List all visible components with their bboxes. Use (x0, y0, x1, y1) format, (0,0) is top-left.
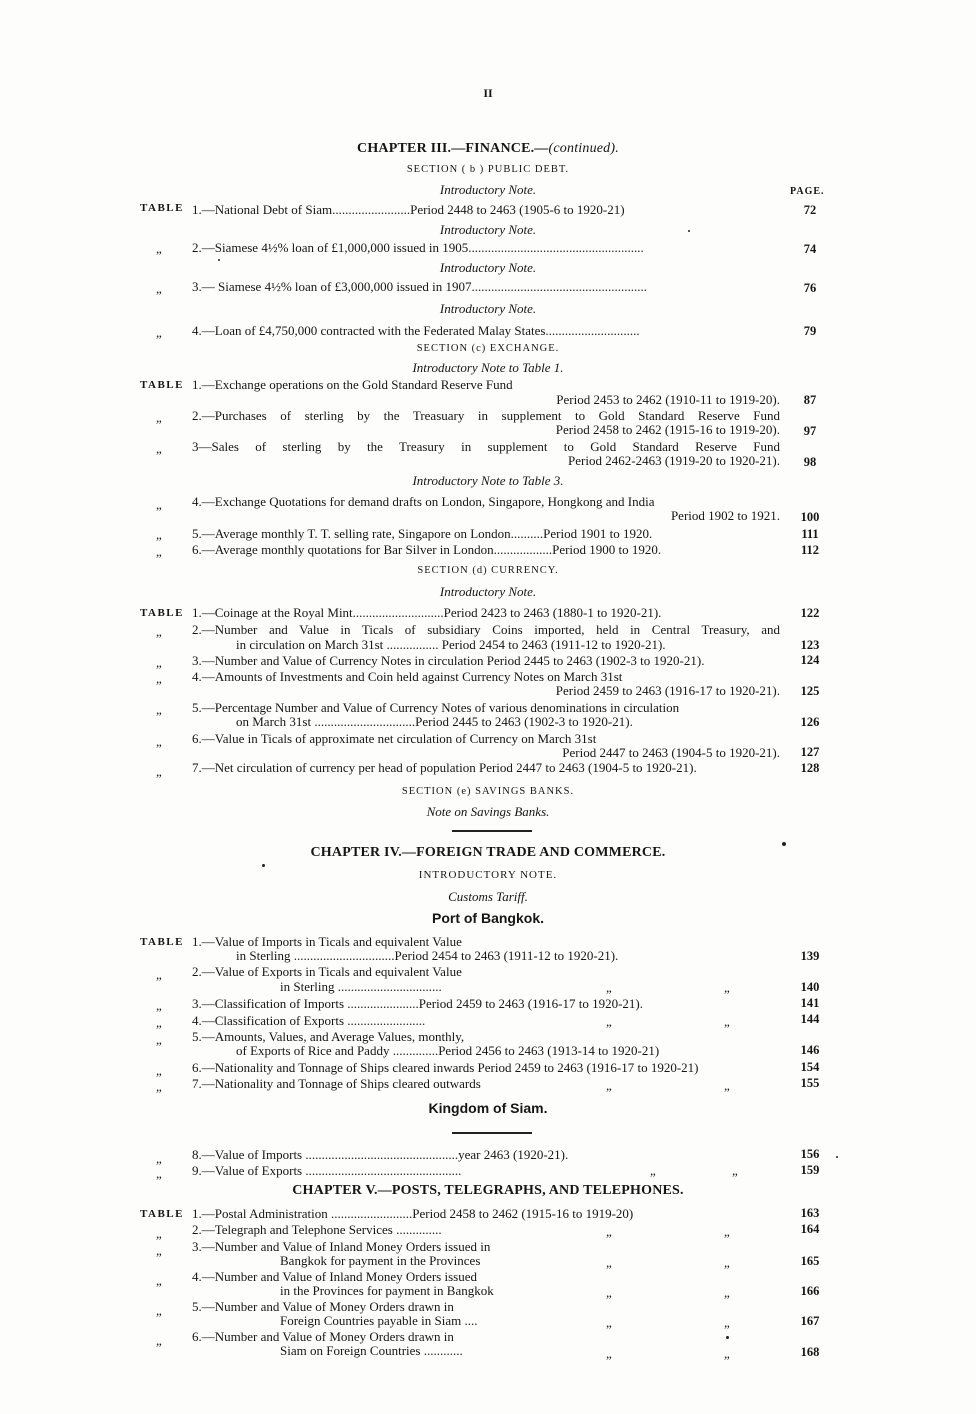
kingdom-of-siam-heading: Kingdom of Siam. (428, 1100, 548, 1116)
entry-line-period: Period 2458 to 2462 (1915-16 to 1919-20). (555, 422, 780, 437)
entry-line: 6.—Number and Value of Money Orders drawn in (192, 1329, 454, 1344)
customs-tariff: Customs Tariff. (448, 889, 528, 904)
entry-line: 6.—Value in Ticals of approximate net circulation of Currency on March 31st (192, 731, 597, 746)
section-e-heading: SECTION (e) SAVINGS BANKS. (401, 786, 575, 797)
ditto-mark: „ (156, 1226, 162, 1241)
savings-banks-note: Note on Savings Banks. (426, 804, 550, 819)
ditto-mark: „ (650, 1163, 656, 1178)
ditto-mark: „ (156, 1243, 162, 1258)
chapter-4-title: CHAPTER IV.—FOREIGN TRADE AND COMMERCE. (310, 845, 666, 860)
ditto-mark: „ (724, 1255, 730, 1270)
ditto-mark: „ (724, 1014, 730, 1029)
ditto-mark: „ (606, 1014, 612, 1029)
scan-speck (262, 864, 265, 867)
entry-page: 164 (800, 1222, 820, 1236)
scan-speck (218, 259, 220, 261)
entry-line: in Sterling ................................ (280, 979, 442, 994)
section-b-intro-note: Introductory Note. (439, 182, 537, 197)
ditto-mark: „ (606, 1224, 612, 1239)
ditto-mark: „ (156, 527, 162, 542)
ditto-mark: „ (156, 734, 162, 749)
entry-line: 7.—Net circulation of currency per head of population Period 2447 to 2463 (1904-5 to 1920-21). (192, 760, 697, 775)
scan-speck (688, 230, 690, 232)
entry-page: 122 (800, 606, 820, 620)
ditto-mark: „ (156, 655, 162, 670)
ditto-mark: „ (606, 1078, 612, 1093)
entry-line-period: Period 1902 to 1921. (670, 508, 780, 523)
ditto-mark: „ (156, 241, 162, 256)
entry-page: 156 (800, 1147, 820, 1161)
entry-line: 4.—Exchange Quotations for demand drafts on London, Singapore, Hongkong and India (192, 494, 655, 509)
entry-line: 3.—Number and Value of Currency Notes in circulation Period 2445 to 2463 (1902-3 to 1920-21). (192, 653, 705, 668)
ditto-mark: „ (724, 980, 730, 995)
entry-line: 5.—Percentage Number and Value of Currency Notes of various denominations in circulation (192, 700, 680, 715)
entry-page: 111 (801, 527, 819, 541)
ditto-mark: „ (156, 281, 162, 296)
entry-line: 3—Sales of sterling by the Treasury in supplement to Gold Standard Reserve Fund (192, 439, 780, 454)
entry-page: 100 (800, 510, 820, 524)
ditto-mark: „ (156, 764, 162, 779)
entry-page: 127 (800, 745, 820, 759)
entry-line: 2.—Number and Value in Ticals of subsidiary Coins imported, held in Central Treasury, and (192, 622, 780, 637)
table-label: TABLE (140, 936, 184, 948)
ditto-mark: „ (606, 1285, 612, 1300)
entry-line: on March 31st ...............................Period 2445 to 2463 (1902-3 to 1920-21). (236, 714, 633, 729)
entry-line: 2.—Purchases of sterling by the Treasuary in supplement to Gold Standard Reserve Fund (192, 408, 780, 423)
entry-line: Bangkok for payment in the Provinces (280, 1253, 481, 1268)
entry-page: 124 (800, 653, 820, 667)
entry-page: 97 (803, 424, 817, 438)
ditto-mark: „ (156, 497, 162, 512)
entry-page: 79 (803, 324, 817, 338)
entry-line: Foreign Countries payable in Siam .... (280, 1313, 478, 1328)
entry-page: 125 (800, 684, 820, 698)
entry-page: 166 (800, 1284, 820, 1298)
entry-page: 159 (800, 1163, 820, 1177)
port-of-bangkok-heading: Port of Bangkok. (431, 910, 544, 926)
entry-page: 146 (800, 1043, 820, 1057)
entry-page: 126 (800, 715, 820, 729)
entry-page: 72 (803, 203, 817, 217)
chapter-4-intro-note: INTRODUCTORY NOTE. (418, 869, 558, 881)
entry-line: 4.—Classification of Exports ........................ (192, 1013, 426, 1028)
entry-line: 9.—Value of Exports ................................................ (192, 1163, 462, 1178)
section-b-heading: SECTION ( b ) PUBLIC DEBT. (406, 164, 570, 175)
section-c-heading: SECTION (c) EXCHANGE. (416, 343, 560, 354)
entry-line: 4.—Number and Value of Inland Money Orders issued (192, 1269, 477, 1284)
section-d-intro-note: Introductory Note. (439, 584, 537, 599)
ditto-mark: „ (156, 325, 162, 340)
entry-page: 87 (803, 393, 817, 407)
entry-page: 123 (800, 638, 820, 652)
entry-line: 6.—Average monthly quotations for Bar Silver in London..................Period 1900 to 1920. (192, 542, 662, 557)
ditto-mark: „ (606, 980, 612, 995)
ditto-mark: „ (606, 1255, 612, 1270)
entry-line: 4.—Amounts of Investments and Coin held against Currency Notes on March 31st (192, 669, 623, 684)
ditto-mark: „ (606, 1315, 612, 1330)
ditto-mark: „ (156, 1032, 162, 1047)
ditto-mark: „ (724, 1315, 730, 1330)
ditto-mark: „ (156, 1166, 162, 1181)
entry-page: 74 (803, 242, 817, 256)
entry-page: 144 (800, 1012, 820, 1026)
entry-line: 1.—Postal Administration .........................Period 2458 to 2462 (1915-16 to 1919-20) (192, 1206, 634, 1221)
entry-line-period: Period 2462-2463 (1919-20 to 1920-21). (568, 453, 780, 468)
ditto-mark: „ (156, 544, 162, 559)
entry-line: 3.— Siamese 4½% loan of £3,000,000 issued in 1907...................................................... (192, 279, 647, 294)
ditto-mark: „ (156, 1079, 162, 1094)
entry-line: 6.—Nationality and Tonnage of Ships cleared inwards Period 2459 to 2463 (1916-17 to 1920-21) (192, 1060, 699, 1075)
entry-line: 7.—Nationality and Tonnage of Ships cleared outwards (192, 1076, 481, 1091)
divider-rule (452, 1132, 532, 1134)
entry-line: 4.—Loan of £4,750,000 contracted with the Federated Malay States............................. (192, 323, 640, 338)
entry-line: 1.—Exchange operations on the Gold Standard Reserve Fund (192, 377, 513, 392)
entry-page: 165 (800, 1254, 820, 1268)
entry-line: 3.—Classification of Imports ......................Period 2459 to 2463 (1916-17 to 1920-21). (192, 996, 643, 1011)
intro-note: Introductory Note to Table 3. (412, 473, 564, 488)
ditto-mark: „ (156, 1273, 162, 1288)
table-label: TABLE (140, 202, 184, 214)
scan-speck (726, 1336, 729, 1339)
entry-line: 2.—Siamese 4½% loan of £1,000,000 issued in 1905...................................................... (192, 240, 644, 255)
entry-line: 1.—Coinage at the Royal Mint............................Period 2423 to 2463 (1880-1 to 1920-21). (192, 605, 662, 620)
entry-line: 2.—Value of Exports in Ticals and equivalent Value (192, 964, 462, 979)
chapter-3-title-continued: (continued). (548, 141, 619, 156)
ditto-mark: „ (156, 624, 162, 639)
entry-page: 139 (800, 949, 820, 963)
entry-line: 1.—National Debt of Siam........................Period 2448 to 2463 (1905-6 to 1920-21) (192, 202, 625, 217)
entry-line: 8.—Value of Imports ...............................................year 2463 (1920-21). (192, 1147, 569, 1162)
intro-note: Introductory Note. (439, 301, 537, 316)
entry-line-period: Period 2453 to 2462 (1910-11 to 1919-20). (556, 392, 780, 407)
entry-line: in Sterling ...............................Period 2454 to 2463 (1911-12 to 1920-21). (236, 948, 619, 963)
entry-line: 5.—Number and Value of Money Orders drawn in (192, 1299, 454, 1314)
ditto-mark: „ (724, 1346, 730, 1361)
entry-page: 98 (803, 455, 817, 469)
entry-line-period: Period 2459 to 2463 (1916-17 to 1920-21). (555, 683, 780, 698)
ditto-mark: „ (156, 998, 162, 1013)
entry-page: 163 (800, 1206, 820, 1220)
entry-line: 5.—Average monthly T. T. selling rate, Singapore on London..........Period 1901 to 1920. (192, 526, 653, 541)
intro-note: Introductory Note. (439, 222, 537, 237)
section-d-heading: SECTION (d) CURRENCY. (417, 565, 559, 576)
entry-page: 168 (800, 1345, 820, 1359)
entry-page: 128 (800, 761, 820, 775)
ditto-mark: „ (156, 441, 162, 456)
chapter-3-title (0, 141, 976, 157)
entry-page: 155 (800, 1076, 820, 1090)
page-column-header: PAGE. (790, 186, 825, 197)
ditto-mark: „ (156, 671, 162, 686)
section-c-intro-note: Introductory Note to Table 1. (412, 360, 564, 375)
entry-page: 76 (803, 281, 817, 295)
entry-page: 154 (800, 1060, 820, 1074)
entry-line: 2.—Telegraph and Telephone Services .............. (192, 1222, 442, 1237)
divider-rule (452, 830, 532, 832)
scan-speck (782, 842, 786, 846)
entry-line: of Exports of Rice and Paddy ..............Period 2456 to 2463 (1913-14 to 1920-21) (236, 1043, 660, 1058)
entry-line-period: Period 2447 to 2463 (1904-5 to 1920-21). (562, 745, 780, 760)
entry-line: in the Provinces for payment in Bangkok (280, 1283, 494, 1298)
ditto-mark: „ (606, 1346, 612, 1361)
entry-page: 140 (800, 980, 820, 994)
table-label: TABLE (140, 1208, 184, 1220)
chapter-3-title-main: CHAPTER III.—FINANCE.— (357, 141, 549, 156)
ditto-mark: „ (724, 1224, 730, 1239)
ditto-mark: „ (156, 1063, 162, 1078)
ditto-mark: „ (156, 702, 162, 717)
entry-line: 5.—Amounts, Values, and Average Values, monthly, (192, 1029, 465, 1044)
ditto-mark: „ (156, 410, 162, 425)
ditto-mark: „ (732, 1163, 738, 1178)
ditto-mark: „ (724, 1078, 730, 1093)
entry-line: Siam on Foreign Countries ............ (280, 1343, 463, 1358)
ditto-mark: „ (156, 1333, 162, 1348)
scan-speck (836, 1156, 838, 1158)
entry-line: 1.—Value of Imports in Ticals and equivalent Value (192, 934, 462, 949)
entry-page: 112 (800, 543, 820, 557)
page-number: II (483, 86, 493, 100)
entry-page: 167 (800, 1314, 820, 1328)
entry-line: 3.—Number and Value of Inland Money Orders issued in (192, 1239, 491, 1254)
ditto-mark: „ (156, 1151, 162, 1166)
table-label: TABLE (140, 607, 184, 619)
ditto-mark: „ (156, 967, 162, 982)
entry-line: in circulation on March 31st ................ Period 2454 to 2463 (1911-12 to 1920-21). (236, 637, 666, 652)
entry-page: 141 (800, 996, 820, 1010)
chapter-5-title: CHAPTER V.—POSTS, TELEGRAPHS, AND TELEPHONES. (292, 1183, 684, 1198)
ditto-mark: „ (724, 1285, 730, 1300)
ditto-mark: „ (156, 1303, 162, 1318)
intro-note: Introductory Note. (439, 260, 537, 275)
table-label: TABLE (140, 379, 184, 391)
ditto-mark: „ (156, 1015, 162, 1030)
